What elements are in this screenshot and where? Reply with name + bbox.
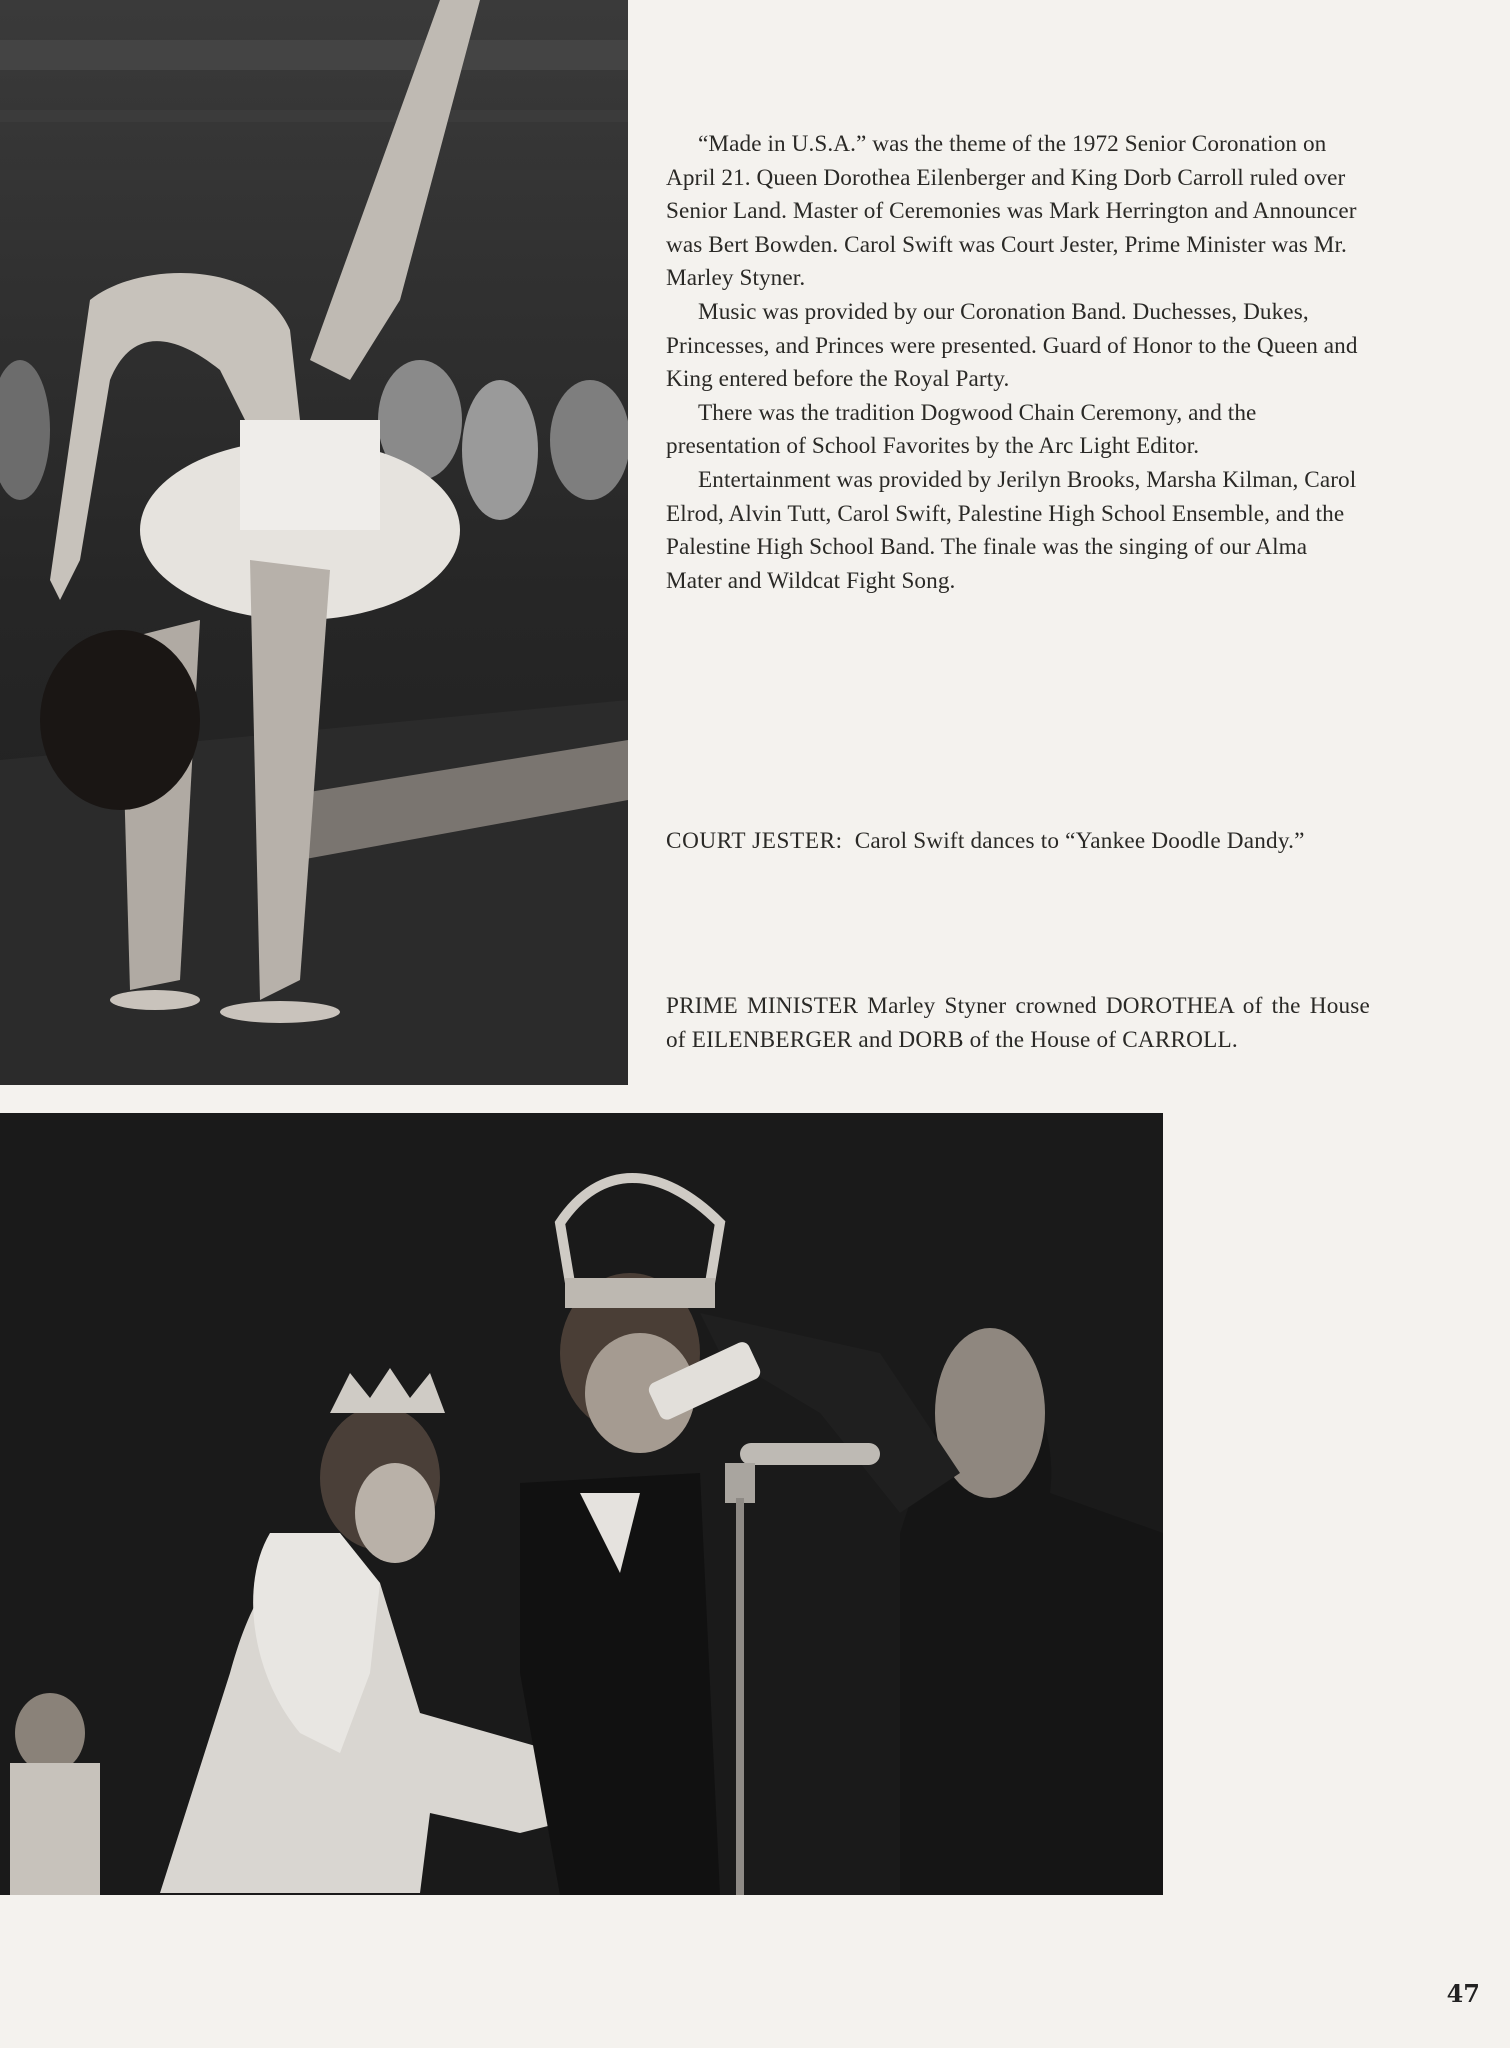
- caption-text: PRIME MINISTER Marley Styner crowned DOROTHEA of the House of EILENBERGER and DORB of the House of CARROLL.: [666, 993, 1370, 1053]
- article-body: [666, 128, 1366, 598]
- article-paragraph: “Made in U.S.A.” was the theme of the 1972 Senior Coronation on April 21. Queen Dorothea Eilenberger and King Dorb Carroll ruled over Senior Land. Master of Ceremonies was Mark Herrington and Announcer was Bert Bowden. Carol Swift was Court Jester, Prime Minister was Mr. Marley Styner.: [666, 131, 1357, 292]
- article-paragraph: Music was provided by our Coronation Band. Duchesses, Dukes, Princesses, and Princes were presented. Guard of Honor to the Queen and King entered before the Royal Party.: [666, 298, 1358, 393]
- caption-lead: COURT JESTER:: [666, 828, 843, 854]
- photo-court-jester: [0, 0, 628, 1085]
- article-paragraph: There was the tradition Dogwood Chain Ceremony, and the presentation of School Favorites by the Arc Light Editor.: [666, 399, 1257, 460]
- caption-court-jester: [666, 825, 1370, 859]
- caption-text: Carol Swift dances to “Yankee Doodle Dandy.”: [854, 828, 1305, 854]
- caption-prime-minister: [666, 990, 1370, 1057]
- page-number: 47: [1446, 1979, 1480, 2008]
- article-paragraph: Entertainment was provided by Jerilyn Brooks, Marsha Kilman, Carol Elrod, Alvin Tutt, Carol Swift, Palestine High School Ensemble, and the Palestine High School Band. The finale was the singing of our Alma Mater and Wildcat Fight Song.: [666, 466, 1357, 594]
- photo-coronation: [0, 1113, 1163, 1895]
